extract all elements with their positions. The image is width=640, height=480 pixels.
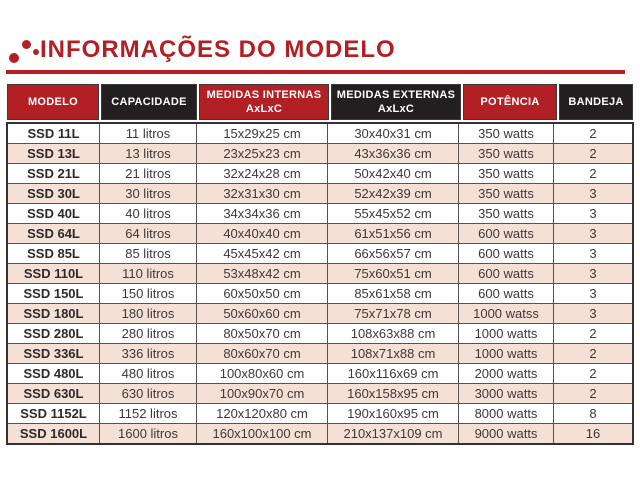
column-header-bandeja: BANDEJA <box>559 84 633 120</box>
cell-medidas-externas: 190x160x95 cm <box>328 404 459 423</box>
table-row <box>8 264 632 284</box>
cell-bandeja: 3 <box>589 306 597 321</box>
cell-modelo: SSD 13L <box>8 144 100 163</box>
table-row <box>8 424 632 443</box>
cell-medidas-externas: 160x116x69 cm <box>328 364 459 383</box>
cell-medidas-externas: 55x45x52 cm <box>328 204 459 223</box>
table-row <box>8 384 632 404</box>
cell-medidas-internas: 100x80x60 cm <box>197 364 328 383</box>
cell-medidas-internas: 40x40x40 cm <box>197 224 328 243</box>
cell-capacidade: 40 litros <box>100 204 197 223</box>
column-header-potencia: POTÊNCIA <box>463 84 557 120</box>
brand-dot-small <box>33 49 39 55</box>
cell-potencia: 350 watts <box>459 184 554 203</box>
cell-modelo: SSD 30L <box>8 184 100 203</box>
cell-modelo: SSD 1600L <box>8 424 100 443</box>
cell-bandeja: 3 <box>589 186 597 201</box>
cell-potencia: 8000 watts <box>459 404 554 423</box>
column-header-medidas-internas: MEDIDAS INTERNAS AxLxC <box>199 84 329 120</box>
table-body <box>6 122 634 445</box>
cell-capacidade: 21 litros <box>100 164 197 183</box>
cell-medidas-externas: 108x71x88 cm <box>328 344 459 363</box>
column-header-capacidade: CAPACIDADE <box>101 84 197 120</box>
table-row <box>8 124 632 144</box>
table-row <box>8 244 632 264</box>
cell-medidas-externas: 108x63x88 cm <box>328 324 459 343</box>
cell-potencia: 3000 watts <box>459 384 554 403</box>
cell-modelo: SSD 40L <box>8 204 100 223</box>
cell-medidas-internas: 120x120x80 cm <box>197 404 328 423</box>
cell-bandeja: 2 <box>589 366 597 381</box>
cell-bandeja: 2 <box>589 346 597 361</box>
cell-bandeja: 3 <box>589 266 597 281</box>
cell-modelo: SSD 336L <box>8 344 100 363</box>
cell-capacidade: 13 litros <box>100 144 197 163</box>
cell-bandeja: 16 <box>585 426 601 441</box>
table-row <box>8 324 632 344</box>
table-row <box>8 204 632 224</box>
cell-potencia: 1000 watts <box>459 324 554 343</box>
cell-medidas-externas: 210x137x109 cm <box>328 424 459 443</box>
title-row <box>6 36 396 64</box>
cell-modelo: SSD 64L <box>8 224 100 243</box>
cell-bandeja: 3 <box>589 226 597 241</box>
cell-medidas-externas: 66x56x57 cm <box>328 244 459 263</box>
cell-modelo: SSD 85L <box>8 244 100 263</box>
cell-bandeja: 3 <box>589 246 597 261</box>
cell-bandeja: 3 <box>589 206 597 221</box>
cell-potencia: 350 watts <box>459 204 554 223</box>
column-header-modelo: MODELO <box>7 84 99 120</box>
cell-medidas-externas: 52x42x39 cm <box>328 184 459 203</box>
table-row <box>8 344 632 364</box>
table-row <box>8 144 632 164</box>
cell-medidas-internas: 80x50x70 cm <box>197 324 328 343</box>
cell-capacidade: 64 litros <box>100 224 197 243</box>
cell-medidas-externas: 75x71x78 cm <box>328 304 459 323</box>
cell-modelo: SSD 280L <box>8 324 100 343</box>
cell-medidas-internas: 32x24x28 cm <box>197 164 328 183</box>
cell-medidas-internas: 160x100x100 cm <box>197 424 328 443</box>
cell-medidas-internas: 15x29x25 cm <box>197 124 328 143</box>
cell-potencia: 600 watts <box>459 244 554 263</box>
cell-medidas-internas: 34x34x36 cm <box>197 204 328 223</box>
cell-bandeja: 2 <box>589 146 597 161</box>
cell-medidas-internas: 80x60x70 cm <box>197 344 328 363</box>
table-row <box>8 304 632 324</box>
title-underline <box>6 70 625 74</box>
cell-bandeja: 2 <box>589 126 597 141</box>
cell-modelo: SSD 480L <box>8 364 100 383</box>
cell-modelo: SSD 1152L <box>8 404 100 423</box>
cell-medidas-internas: 60x50x50 cm <box>197 284 328 303</box>
cell-bandeja: 2 <box>589 386 597 401</box>
table-row <box>8 224 632 244</box>
cell-medidas-internas: 53x48x42 cm <box>197 264 328 283</box>
cell-medidas-externas: 75x60x51 cm <box>328 264 459 283</box>
cell-potencia: 2000 watts <box>459 364 554 383</box>
cell-potencia: 1000 watts <box>459 344 554 363</box>
cell-bandeja: 2 <box>589 166 597 181</box>
cell-potencia: 350 watts <box>459 144 554 163</box>
cell-medidas-internas: 23x25x23 cm <box>197 144 328 163</box>
brand-dots-icon <box>6 36 40 64</box>
table-row <box>8 404 632 424</box>
column-header-medidas-externas: MEDIDAS EXTERNAS AxLxC <box>331 84 461 120</box>
cell-medidas-externas: 85x61x58 cm <box>328 284 459 303</box>
cell-medidas-internas: 100x90x70 cm <box>197 384 328 403</box>
cell-potencia: 1000 watss <box>459 304 554 323</box>
cell-capacidade: 480 litros <box>100 364 197 383</box>
cell-potencia: 600 watts <box>459 284 554 303</box>
cell-medidas-internas: 50x60x60 cm <box>197 304 328 323</box>
cell-potencia: 9000 watts <box>459 424 554 443</box>
cell-modelo: SSD 11L <box>8 124 100 143</box>
cell-bandeja: 2 <box>589 326 597 341</box>
page-title: INFORMAÇÕES DO MODELO <box>40 36 396 63</box>
cell-medidas-externas: 43x36x36 cm <box>328 144 459 163</box>
table-header-row <box>6 84 634 120</box>
cell-modelo: SSD 150L <box>8 284 100 303</box>
cell-bandeja: 3 <box>589 286 597 301</box>
brand-dot-large <box>9 53 19 63</box>
cell-medidas-internas: 45x45x42 cm <box>197 244 328 263</box>
cell-potencia: 350 watts <box>459 164 554 183</box>
cell-capacidade: 180 litros <box>100 304 197 323</box>
cell-capacidade: 30 litros <box>100 184 197 203</box>
brand-dot-medium <box>22 40 31 49</box>
cell-capacidade: 11 litros <box>100 124 197 143</box>
cell-modelo: SSD 180L <box>8 304 100 323</box>
table-row <box>8 164 632 184</box>
table-row <box>8 184 632 204</box>
cell-medidas-externas: 61x51x56 cm <box>328 224 459 243</box>
cell-capacidade: 336 litros <box>100 344 197 363</box>
cell-medidas-internas: 32x31x30 cm <box>197 184 328 203</box>
cell-potencia: 600 watts <box>459 264 554 283</box>
cell-modelo: SSD 630L <box>8 384 100 403</box>
cell-medidas-externas: 50x42x40 cm <box>328 164 459 183</box>
cell-capacidade: 1152 litros <box>100 404 197 423</box>
cell-modelo: SSD 110L <box>8 264 100 283</box>
cell-capacidade: 1600 litros <box>100 424 197 443</box>
cell-potencia: 350 watts <box>459 124 554 143</box>
table-row <box>8 284 632 304</box>
cell-capacidade: 630 litros <box>100 384 197 403</box>
model-info-table <box>6 84 634 445</box>
cell-medidas-externas: 30x40x31 cm <box>328 124 459 143</box>
cell-modelo: SSD 21L <box>8 164 100 183</box>
cell-medidas-externas: 160x158x95 cm <box>328 384 459 403</box>
cell-capacidade: 85 litros <box>100 244 197 263</box>
table-row <box>8 364 632 384</box>
cell-bandeja: 8 <box>589 406 597 421</box>
cell-potencia: 600 watts <box>459 224 554 243</box>
cell-capacidade: 280 litros <box>100 324 197 343</box>
cell-capacidade: 150 litros <box>100 284 197 303</box>
cell-capacidade: 110 litros <box>100 264 197 283</box>
